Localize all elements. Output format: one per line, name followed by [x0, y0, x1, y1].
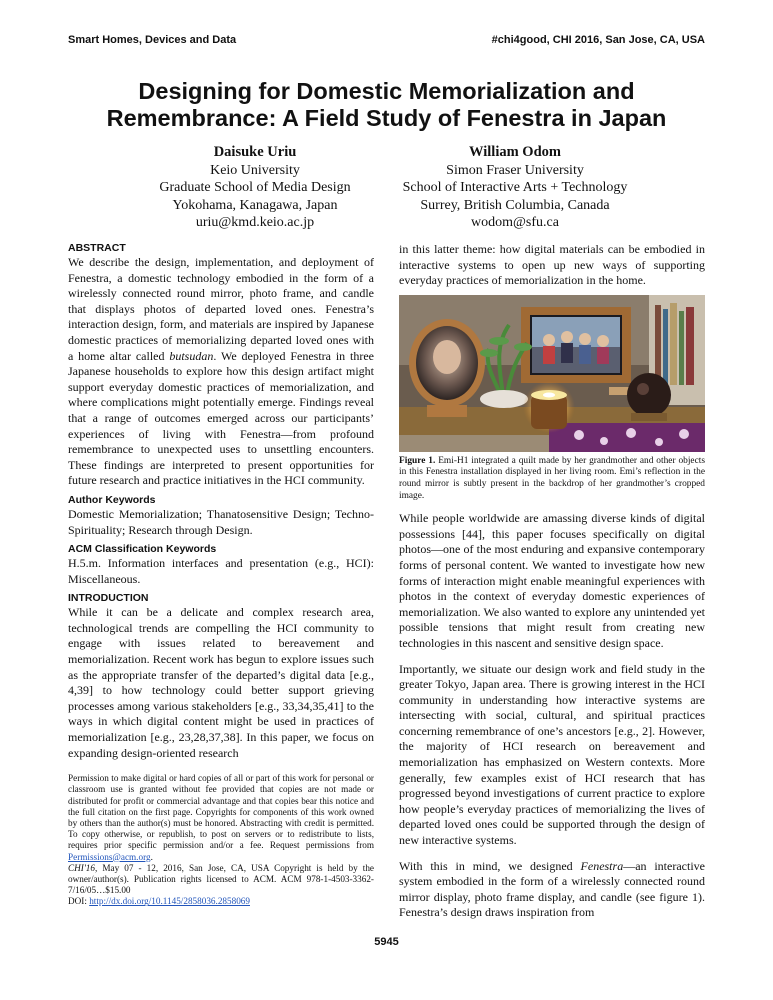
author-block-1 — [130, 144, 380, 232]
page-number: 5945 — [374, 936, 399, 948]
author-affiliation: Keio University — [210, 162, 300, 178]
acm-text: H.5.m. Information interfaces and presentation (e.g., HCI): Miscellaneous. — [68, 556, 374, 586]
author-name: William Odom — [469, 144, 561, 160]
acm-heading: ACM Classification Keywords — [68, 543, 217, 556]
running-header-right: #chi4good, CHI 2016, San Jose, CA, USA — [491, 34, 705, 46]
left-column — [68, 242, 374, 908]
permissions-email-link[interactable]: Permissions@acm.org — [68, 851, 151, 862]
author-affiliation: Simon Fraser University — [446, 162, 584, 178]
author-department: Graduate School of Media Design — [159, 180, 351, 195]
introduction-text: While it can be a delicate and complex research area, technological trends are compelling the HCI community to engage with issues related to bereavement and memorialization. Recent work has begun to explore issues such as the appropriate transfer of the departed’s digital data [e.g., 4,39] to how technology could better support grieving processes among various stakeholders [e.g., 33,34,35,41] to the ways in which digital content might be used in practices of memorialization [e.g., 23,28,37,38]. In this paper, we focus on expanding design-oriented research — [68, 605, 374, 760]
author-location: Surrey, British Columbia, Canada — [420, 197, 610, 213]
author-name: Daisuke Uriu — [213, 144, 297, 160]
author-email[interactable]: uriu@kmd.keio.ac.jp — [195, 215, 315, 230]
title-line-2: Remembrance: A Field Study of Fenestra in Japan — [106, 105, 667, 131]
paper-title — [60, 78, 713, 132]
permission-block: Permission to make digital or hard copies of all or part of this work for personal or classroom use is granted without fee provided that copies are not made or distributed for profit or commercial advantage and that copies bear this notice and the full citation on the first page. Copyrights for components of this work owned by others than the author(s) must be honored. Abstracting with credit is permitted. To copy otherwise, or republish, to post on servers or to redistribute to lists, requires prior specific permission and/or a fee. Request permissions from Permissions@acm.org. CHI'16, May 07 - 12, 2016, San Jose, CA, USA Copyright is held by the owner/author(s). Publication rights licensed to ACM. ACM 978-1-4503-3362-7/16/05…$15.00 DOI: http://dx.doi.org/10.1145/2858036.2858069 — [68, 773, 374, 907]
abstract-text: We describe the design, implementation, and deployment of Fenestra, a domestic technology embodied in the form of a wirelessly connected round mirror, photo frame, and candle that displays photos of departed loved ones. Fenestra’s interaction design, form, and materials are inspired by Japanese domestic practices of memorializing departed loved ones with a home altar called butsudan. We deployed Fenestra in three Japanese households to explore how this design artifact might support everyday domestic practices of memorialization, and where complications might potentially emerge. Findings reveal that a range of outcomes emerged across our participants’ experiences of living with Fenestra—from profound remembrance to unexpected uses to unsettling encounters. These findings are interpreted to present opportunities for future research and practice initiatives in the HCI community. — [68, 255, 374, 488]
author-email[interactable]: wodom@sfu.ca — [471, 215, 559, 230]
intro-continued: in this latter theme: how digital materials can be embodied in interactive systems to open up new ways of supporting everyday practices of memorialization in the home. — [399, 242, 705, 288]
author-location: Yokohama, Kanagawa, Japan — [172, 197, 338, 213]
paragraph-fenestra-design: With this in mind, we designed Fenestra—an interactive system embodied in the form of a wirelessly connected round mirror display, photo frame display, and candle (see figure 1). Fenestra’s design draws inspiration from — [399, 858, 705, 920]
keywords-text: Domestic Memorialization; Thanatosensitive Design; Techno-Spirituality; Research through Design. — [68, 506, 374, 537]
keywords-heading: Author Keywords — [68, 493, 156, 506]
figure-1-caption: Figure 1. Emi-H1 integrated a quilt made by her grandmother and other objects in this Fenestra installation displayed in her living room. Emi’s reflection in the round mirror is subtly present in the backdrop of her grandmother’s cropped image. — [399, 455, 706, 501]
title-line-1: Designing for Domestic Memorialization and — [138, 78, 635, 104]
author-department: School of Interactive Arts + Technology — [402, 180, 628, 195]
doi-link[interactable]: http://dx.doi.org/10.1145/2858036.2858069 — [89, 896, 250, 907]
introduction-heading: INTRODUCTION — [68, 592, 149, 605]
paragraph-digital-photos: While people worldwide are amassing diverse kinds of digital possessions [44], this paper focuses specifically on digital photos—one of the most enduring and expansive contemporary forms of personal content. We wanted to investigate how new forms of interaction might enable meaningful experiences with photos in the context of everyday domestic experiences of memorialization. We also wanted to explore any unintended yet possible tensions that might result from creating new technologies in this nascent and sensitive design space. — [399, 511, 705, 650]
author-block-2 — [380, 144, 650, 232]
paragraph-tokyo-context: Importantly, we situate our design work and field study in the greater Tokyo, Japan area. There is growing interest in the HCI community in understanding how interactive systems are intersecting with social, cultural, and spiritual practices concerning remembrance of one’s ancestors [e.g., 2]. However, the majority of HCI research on bereavement and memorialization has emphasized on Western contexts. More generally, few examples exist of HCI research that has progressed beyond investigations of current practice to explore how people’s everyday practices of memorializing the lives of departed loved ones could be supported through the design of new interactive systems. — [399, 661, 705, 848]
right-column — [399, 242, 705, 921]
running-header-left: Smart Homes, Devices and Data — [68, 34, 237, 46]
figure-1-photo — [399, 295, 705, 452]
abstract-heading: ABSTRACT — [68, 242, 126, 254]
